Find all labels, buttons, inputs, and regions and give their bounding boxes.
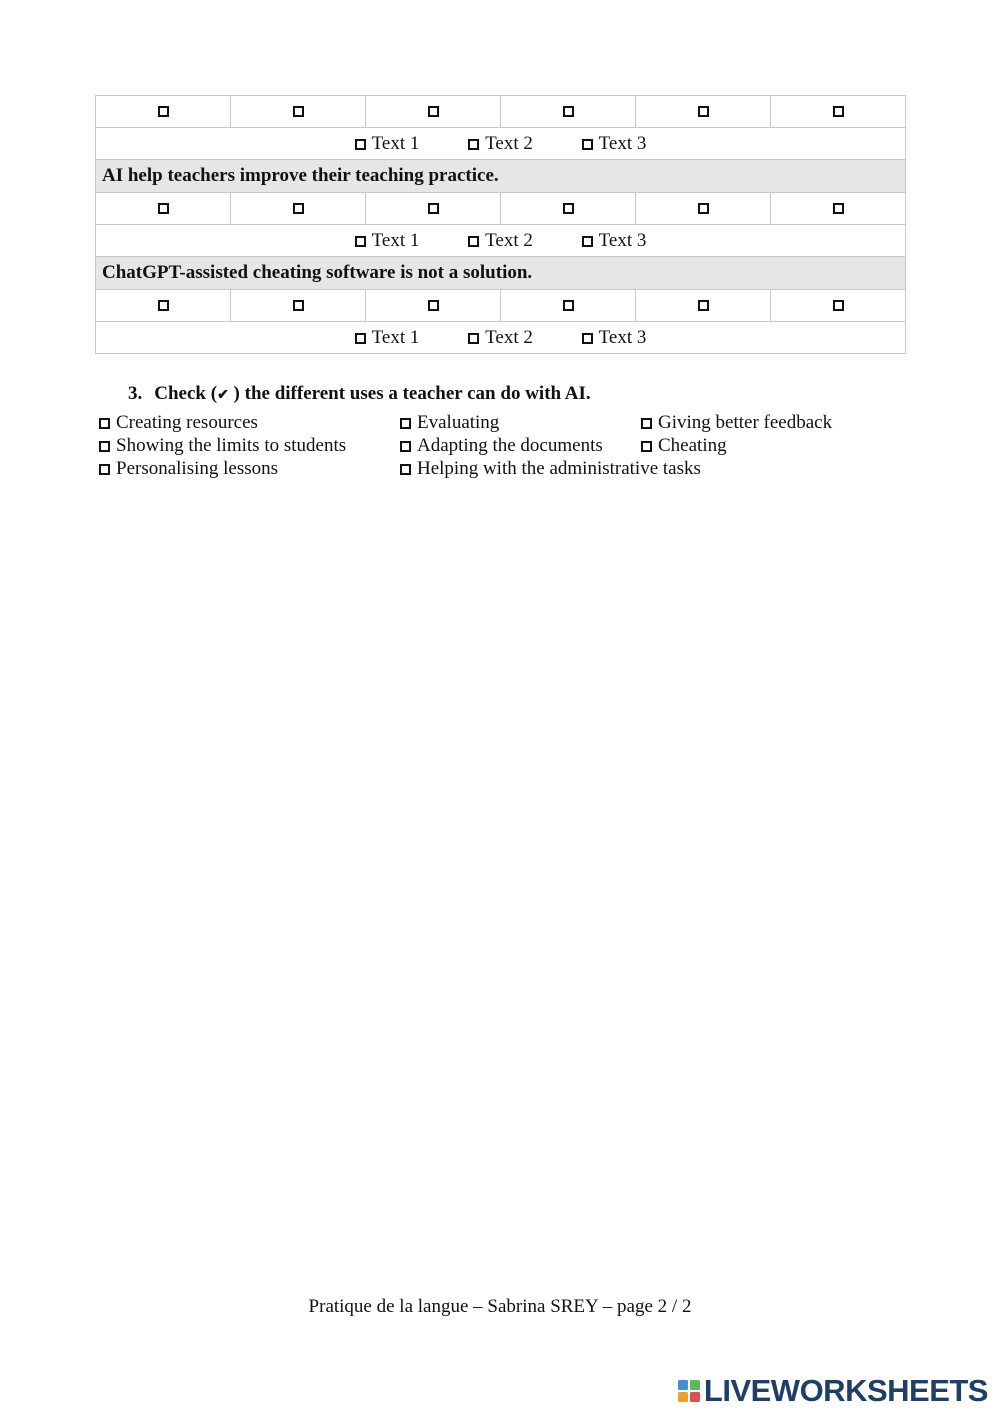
text-option-label: Text 3 (598, 229, 647, 251)
checkbox[interactable] (428, 203, 439, 214)
text-option[interactable] (468, 133, 533, 155)
statement-text: AI help teachers improve their teaching practice. (96, 160, 906, 193)
statement-row (96, 257, 906, 290)
checkbox[interactable] (400, 418, 411, 429)
question-3-heading (128, 383, 591, 405)
checkbox[interactable] (400, 441, 411, 452)
option-label: Cheating (658, 435, 727, 456)
text-option[interactable] (582, 327, 647, 349)
checkbox[interactable] (563, 300, 574, 311)
checkbox[interactable] (428, 300, 439, 311)
option-cheating[interactable] (641, 435, 727, 457)
text-option-label: Text 3 (598, 326, 647, 348)
option-label: Helping with the administrative tasks (417, 458, 701, 479)
text-option[interactable] (582, 230, 647, 252)
checkbox[interactable] (355, 236, 366, 247)
checkbox[interactable] (99, 418, 110, 429)
checkbox[interactable] (582, 333, 593, 344)
text-option[interactable] (468, 230, 533, 252)
checkbox[interactable] (400, 464, 411, 475)
text-option-label: Text 1 (371, 132, 420, 154)
text-option-label: Text 2 (485, 326, 533, 348)
option-administrative-tasks[interactable] (400, 458, 701, 480)
checkbox[interactable] (293, 203, 304, 214)
checkbox[interactable] (582, 139, 593, 150)
checkbox[interactable] (355, 333, 366, 344)
checkbox[interactable] (293, 300, 304, 311)
checkbox[interactable] (641, 418, 652, 429)
checkbox[interactable] (698, 300, 709, 311)
checkbox[interactable] (99, 464, 110, 475)
statement-text: ChatGPT-assisted cheating software is not a solution. (96, 257, 906, 290)
text-option[interactable] (355, 230, 420, 252)
checkbox[interactable] (833, 203, 844, 214)
checkbox[interactable] (833, 106, 844, 117)
text-option-label: Text 1 (371, 229, 420, 251)
rating-row (96, 193, 906, 225)
brand-name: LIVEWORKSHEETS (703, 1373, 988, 1408)
text-choice-row (96, 322, 906, 354)
option-label: Personalising lessons (116, 458, 279, 479)
liveworksheets-logo-icon (678, 1380, 700, 1402)
checkmark-icon: ✔ (217, 388, 229, 403)
text-option[interactable] (355, 327, 420, 349)
answer-table (95, 95, 906, 354)
liveworksheets-logo[interactable] (678, 1373, 988, 1408)
text-choice-row (96, 225, 906, 257)
question-prefix: Check ( (154, 383, 218, 404)
checkbox[interactable] (698, 203, 709, 214)
text-option[interactable] (468, 327, 533, 349)
rating-row (96, 96, 906, 128)
checkbox[interactable] (99, 441, 110, 452)
checkbox[interactable] (641, 441, 652, 452)
option-label: Adapting the documents (417, 435, 603, 456)
checkbox[interactable] (468, 333, 479, 344)
text-option-label: Text 2 (485, 229, 533, 251)
option-giving-better-feedback[interactable] (641, 412, 832, 434)
checkbox[interactable] (468, 139, 479, 150)
checkbox[interactable] (158, 106, 169, 117)
option-label: Evaluating (417, 412, 500, 433)
option-label: Showing the limits to students (116, 435, 347, 456)
checkbox[interactable] (293, 106, 304, 117)
text-option-label: Text 2 (485, 132, 533, 154)
checkbox[interactable] (582, 236, 593, 247)
option-adapting-documents[interactable] (400, 435, 603, 457)
checkbox[interactable] (563, 106, 574, 117)
text-option-label: Text 3 (598, 132, 647, 154)
checkbox[interactable] (355, 139, 366, 150)
checkbox[interactable] (698, 106, 709, 117)
option-label: Giving better feedback (658, 412, 833, 433)
question-number: 3. (128, 383, 143, 404)
text-option[interactable] (582, 133, 647, 155)
checkbox[interactable] (158, 300, 169, 311)
option-evaluating[interactable] (400, 412, 499, 434)
rating-row (96, 290, 906, 322)
checkbox[interactable] (563, 203, 574, 214)
text-option[interactable] (355, 133, 420, 155)
option-label: Creating resources (116, 412, 258, 433)
checkbox[interactable] (428, 106, 439, 117)
checkbox[interactable] (158, 203, 169, 214)
option-showing-limits[interactable] (99, 435, 346, 457)
checkbox[interactable] (833, 300, 844, 311)
text-option-label: Text 1 (371, 326, 420, 348)
statement-row (96, 160, 906, 193)
checkbox[interactable] (468, 236, 479, 247)
text-choice-row (96, 128, 906, 160)
page-footer: Pratique de la langue – Sabrina SREY – page 2 / 2 (308, 1296, 692, 1317)
question-text: ) the different uses a teacher can do with AI. (233, 383, 591, 404)
option-creating-resources[interactable] (99, 412, 258, 434)
option-personalising-lessons[interactable] (99, 458, 278, 480)
